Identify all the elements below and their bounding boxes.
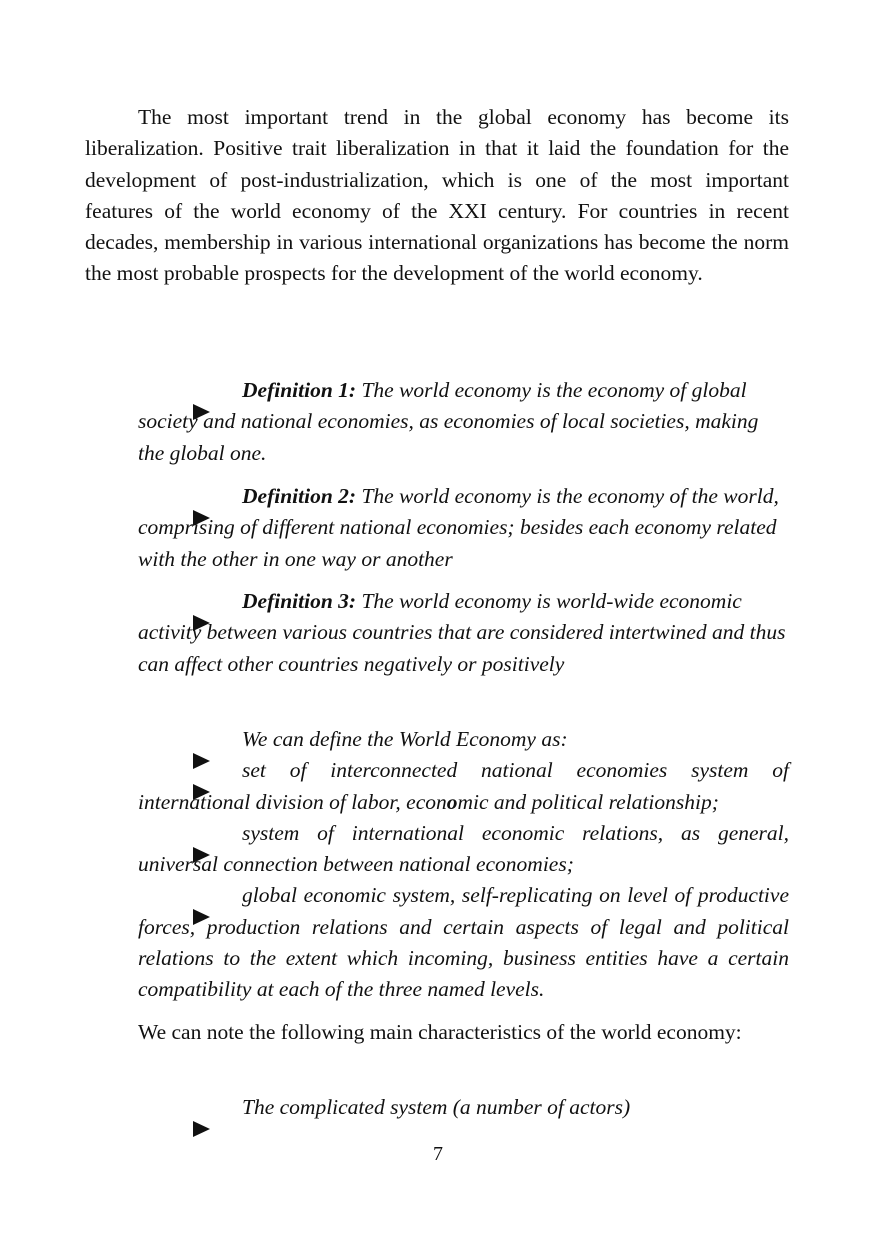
characteristics-intro: We can note the following main characteristics of the world economy: (138, 1020, 742, 1044)
definition-term: Definition 1: (242, 378, 357, 402)
definition-text: The world economy is the economy of global society and national economies, as economies of local societies, making the global one. (138, 378, 759, 465)
definition-2 (138, 481, 789, 575)
definition-1 (138, 375, 789, 469)
characteristics-list (138, 1092, 789, 1123)
definition-3 (138, 586, 789, 680)
list-item-text: mic and political relationship; (457, 789, 719, 814)
list-item-text-bold: o (446, 789, 458, 814)
definition-text: The world economy is world-wide economic activity between various countries that are considered intertwined and thus can affect other countries negatively or positively (138, 589, 786, 676)
world-economy-list (138, 724, 789, 1006)
list-item-text: We can define the World Economy as: (242, 727, 568, 751)
page-number: 7 (433, 1143, 443, 1165)
list-item (138, 818, 789, 881)
list-item-text: system of international economic relations, as general, universal connection between national economies; (138, 820, 789, 877)
list-item (138, 724, 789, 755)
list-item (138, 880, 789, 1005)
list-item-text: The complicated system (a number of actors) (242, 1095, 631, 1119)
list-item (138, 1092, 789, 1123)
intro-paragraph: The most important trend in the global economy has become its liberalization. Positive trait liberalization in that it laid the foundation for the development of post-industrialization, which is one of the most important features of the world economy of the XXI century. For countries in recent decades, membership in various international organizations has become the norm the most probable prospects for the development of the world economy. (85, 105, 789, 286)
list-item (138, 755, 789, 818)
definition-term: Definition 3: (242, 589, 357, 613)
list-item-text: global economic system, self-replicating on level of productive forces, production relations and certain aspects of legal and political relations to the extent which incoming, business entities have a certain compatibility at each of the three named levels. (138, 883, 789, 1002)
list-item-text: set of interconnected national economies system of international division of labor, econ (138, 758, 789, 814)
definition-text: The world economy is the economy of the world, comprising of different national economies; besides each economy related with the other in one way or another (138, 484, 779, 571)
definition-term: Definition 2: (242, 484, 357, 508)
